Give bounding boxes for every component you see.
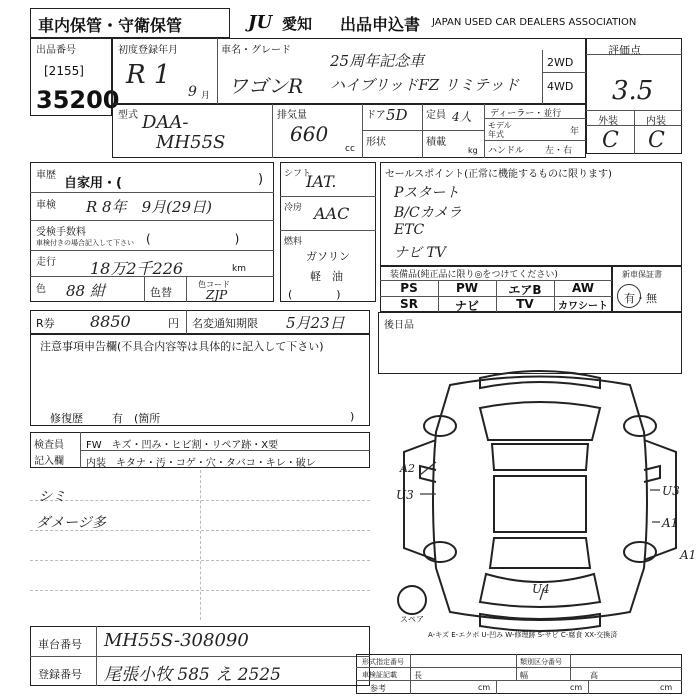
sales-points-label: セールスポイント(正常に機能するものに限ります) bbox=[385, 169, 612, 180]
shift-label: シフト bbox=[284, 169, 312, 179]
shift: IAT. bbox=[306, 172, 337, 191]
handle-label: ハンドル bbox=[488, 146, 525, 156]
first-reg-year: R 1 bbox=[126, 60, 171, 90]
exterior-grade: C bbox=[602, 128, 619, 153]
capacity: 4人 bbox=[452, 110, 472, 124]
usage-label: 車歴 bbox=[36, 170, 56, 181]
fuel-gas: ガソリン bbox=[306, 250, 350, 263]
notes-label: 注意事項申告欄(不具合内容等は具体的に記入して下さい) bbox=[40, 340, 324, 353]
name-change-date: 5月23日 bbox=[286, 314, 345, 332]
recycle-amount: 8850 bbox=[90, 312, 131, 331]
first-reg-label: 初度登録年月 bbox=[118, 45, 178, 56]
grade-label: 評価点 bbox=[608, 44, 641, 57]
capacity-label: 定員 bbox=[426, 110, 446, 121]
form-model-label: 形式指定番号 bbox=[362, 658, 404, 666]
inspector-interior-row: 内装 キタナ・汚・コゲ・穴・タバコ・キレ・破レ bbox=[86, 458, 316, 469]
cm-unit-3: cm bbox=[660, 683, 673, 692]
interior-grade: C bbox=[648, 128, 665, 153]
ju-logo: JU bbox=[248, 12, 273, 33]
lot-subnumber: [2155] bbox=[44, 64, 84, 78]
damage-mark-a2: A2 bbox=[400, 462, 415, 475]
cm-unit-1: cm bbox=[478, 683, 491, 692]
association-name: JAPAN USED CAR DEALERS ASSOCIATION bbox=[432, 17, 637, 28]
cc-unit: cc bbox=[345, 144, 355, 154]
damage-mark-u3-left: U3 bbox=[396, 488, 414, 502]
registry-label: 車検証記載 bbox=[362, 671, 397, 679]
sheet-title: 出品申込書 bbox=[340, 15, 421, 34]
damage-mark-a1-lower: A1 bbox=[680, 548, 697, 562]
spare-label: スペア bbox=[400, 615, 424, 624]
inspector-fw-row: FW キズ・凹み・ヒビ割・リペア跡・X要 bbox=[86, 440, 279, 451]
lot-number: 35200 bbox=[36, 86, 120, 114]
inspector-note-2: ダメージ多 bbox=[36, 515, 106, 531]
chassis-number: MH55S-308090 bbox=[104, 630, 249, 651]
cooling-label: 冷房 bbox=[284, 203, 303, 213]
equip-aw: AW bbox=[572, 281, 594, 295]
name-grade-label: 車名・グレード bbox=[221, 45, 291, 56]
repair-close: ) bbox=[350, 410, 355, 423]
width-label: 幅 bbox=[520, 671, 528, 680]
month-unit: 月 bbox=[201, 91, 211, 101]
equip-pw: PW bbox=[455, 281, 479, 295]
equip-tv: TV bbox=[516, 297, 534, 311]
grade-line-1: 25周年記念車 bbox=[330, 52, 425, 70]
repair-value: 有 (箇所 bbox=[112, 412, 161, 425]
org-name: 愛知 bbox=[282, 15, 313, 33]
repair-label: 修復歴 bbox=[50, 412, 83, 425]
interior-label: 内装 bbox=[646, 116, 666, 127]
load-label: 積載 bbox=[426, 137, 446, 148]
model-year-label-2: 年式 bbox=[488, 130, 504, 139]
drive-2wd: 2WD bbox=[547, 56, 574, 69]
grade-line-2: ハイブリッドFZ リミテッド bbox=[330, 76, 519, 94]
handle-options: 左・右 bbox=[545, 146, 573, 156]
shape-label: 形状 bbox=[366, 137, 386, 148]
inspection-date: R 8年 9月(29日) bbox=[86, 198, 212, 216]
exterior-label: 外装 bbox=[598, 116, 618, 127]
model-label: 型式 bbox=[118, 110, 138, 121]
warranty-options: 有・無 bbox=[624, 292, 657, 305]
equip-sr: SR bbox=[400, 297, 418, 311]
mileage-unit: km bbox=[232, 264, 246, 274]
doors-label: ドア bbox=[366, 110, 386, 121]
sales-point-1: Pスタート bbox=[394, 185, 460, 201]
color-code: ZJP bbox=[206, 288, 228, 302]
sales-point-4: ナビ TV bbox=[394, 245, 446, 261]
damage-mark-a1-right: A1 bbox=[662, 516, 679, 530]
color-value: 88 紺 bbox=[66, 282, 105, 300]
fuel-diesel: 軽 油 bbox=[310, 270, 343, 283]
color-code-label: 色コード bbox=[198, 280, 230, 289]
grade-score: 3.5 bbox=[612, 76, 654, 106]
length-label: 長 bbox=[414, 671, 422, 680]
warranty-label: 新車保証書 bbox=[622, 270, 662, 279]
drive-4wd: 4WD bbox=[547, 80, 574, 93]
recycle-label: R券 bbox=[36, 317, 55, 330]
cooling: AAC bbox=[314, 204, 350, 223]
receipt-label: 受検手数料 bbox=[36, 227, 86, 238]
color-label: 色 bbox=[36, 284, 46, 295]
displacement-label: 排気量 bbox=[277, 110, 307, 121]
lot-label: 出品番号 bbox=[36, 45, 76, 56]
sales-point-3: ETC bbox=[394, 222, 425, 238]
equip-airbag: エアB bbox=[508, 283, 542, 297]
kg-unit: kg bbox=[468, 146, 478, 155]
model-code-2: MH55S bbox=[156, 132, 226, 153]
footer-table bbox=[356, 654, 682, 694]
recycle-unit: 円 bbox=[168, 317, 179, 330]
model-year-label: モデル bbox=[488, 121, 512, 130]
receipt-paren: ( ) bbox=[146, 232, 240, 246]
cm-unit-2: cm bbox=[570, 683, 583, 692]
ref-label: 参考 bbox=[370, 684, 386, 693]
height-label: 高 bbox=[590, 671, 598, 680]
mileage-label: 走行 bbox=[36, 257, 56, 268]
later-label: 後日品 bbox=[384, 320, 414, 331]
displacement: 660 bbox=[290, 122, 329, 146]
equipment-label: 装備品(純正品に限り◎をつけてください) bbox=[390, 270, 558, 280]
color-change-label: 色替 bbox=[150, 286, 172, 299]
registration-label: 登録番号 bbox=[38, 668, 82, 681]
equip-ps: PS bbox=[400, 281, 418, 295]
damage-legend: A-キズ E-エクボ U-凹み W-修理跡 S-サビ C-腐食 XX-交換済 bbox=[428, 631, 618, 639]
damage-mark-u3-right: U3 bbox=[662, 484, 680, 498]
first-reg-month: 9 bbox=[188, 84, 197, 100]
usage-close: ) bbox=[258, 172, 264, 187]
inspection-label: 車検 bbox=[36, 200, 56, 211]
model-code-1: DAA- bbox=[142, 112, 189, 133]
usage: 自家用・( bbox=[64, 176, 122, 191]
inspector-label-1: 検査員 bbox=[34, 440, 64, 451]
car-name: ワゴンR bbox=[228, 74, 304, 98]
storage-label: 車内保管・守衛保管 bbox=[38, 16, 183, 35]
fuel-label: 燃料 bbox=[284, 237, 303, 247]
registration-number: 尾張小牧 585 え 2525 bbox=[104, 665, 281, 685]
equip-navi: ナビ bbox=[454, 299, 479, 313]
inspector-note-1: シミ bbox=[38, 489, 66, 505]
chassis-label: 車台番号 bbox=[38, 638, 82, 651]
equip-leather-seat: カワシート bbox=[558, 301, 608, 312]
form-class-label: 類別区分番号 bbox=[520, 658, 562, 666]
doors: 5D bbox=[386, 106, 408, 124]
damage-mark-u4: U4 bbox=[532, 582, 550, 596]
receipt-note: 車検付きの場合記入して下さい bbox=[36, 239, 134, 247]
name-change-label: 名変通知期限 bbox=[192, 317, 258, 330]
fuel-paren: ( ) bbox=[288, 288, 341, 301]
sales-point-2: B/Cカメラ bbox=[394, 205, 462, 221]
dealer-label: ディーラー・並行 bbox=[490, 109, 562, 119]
mileage: 18万2千226 bbox=[90, 259, 184, 278]
inspector-label-2: 記入欄 bbox=[34, 456, 64, 467]
year-unit: 年 bbox=[570, 127, 580, 137]
